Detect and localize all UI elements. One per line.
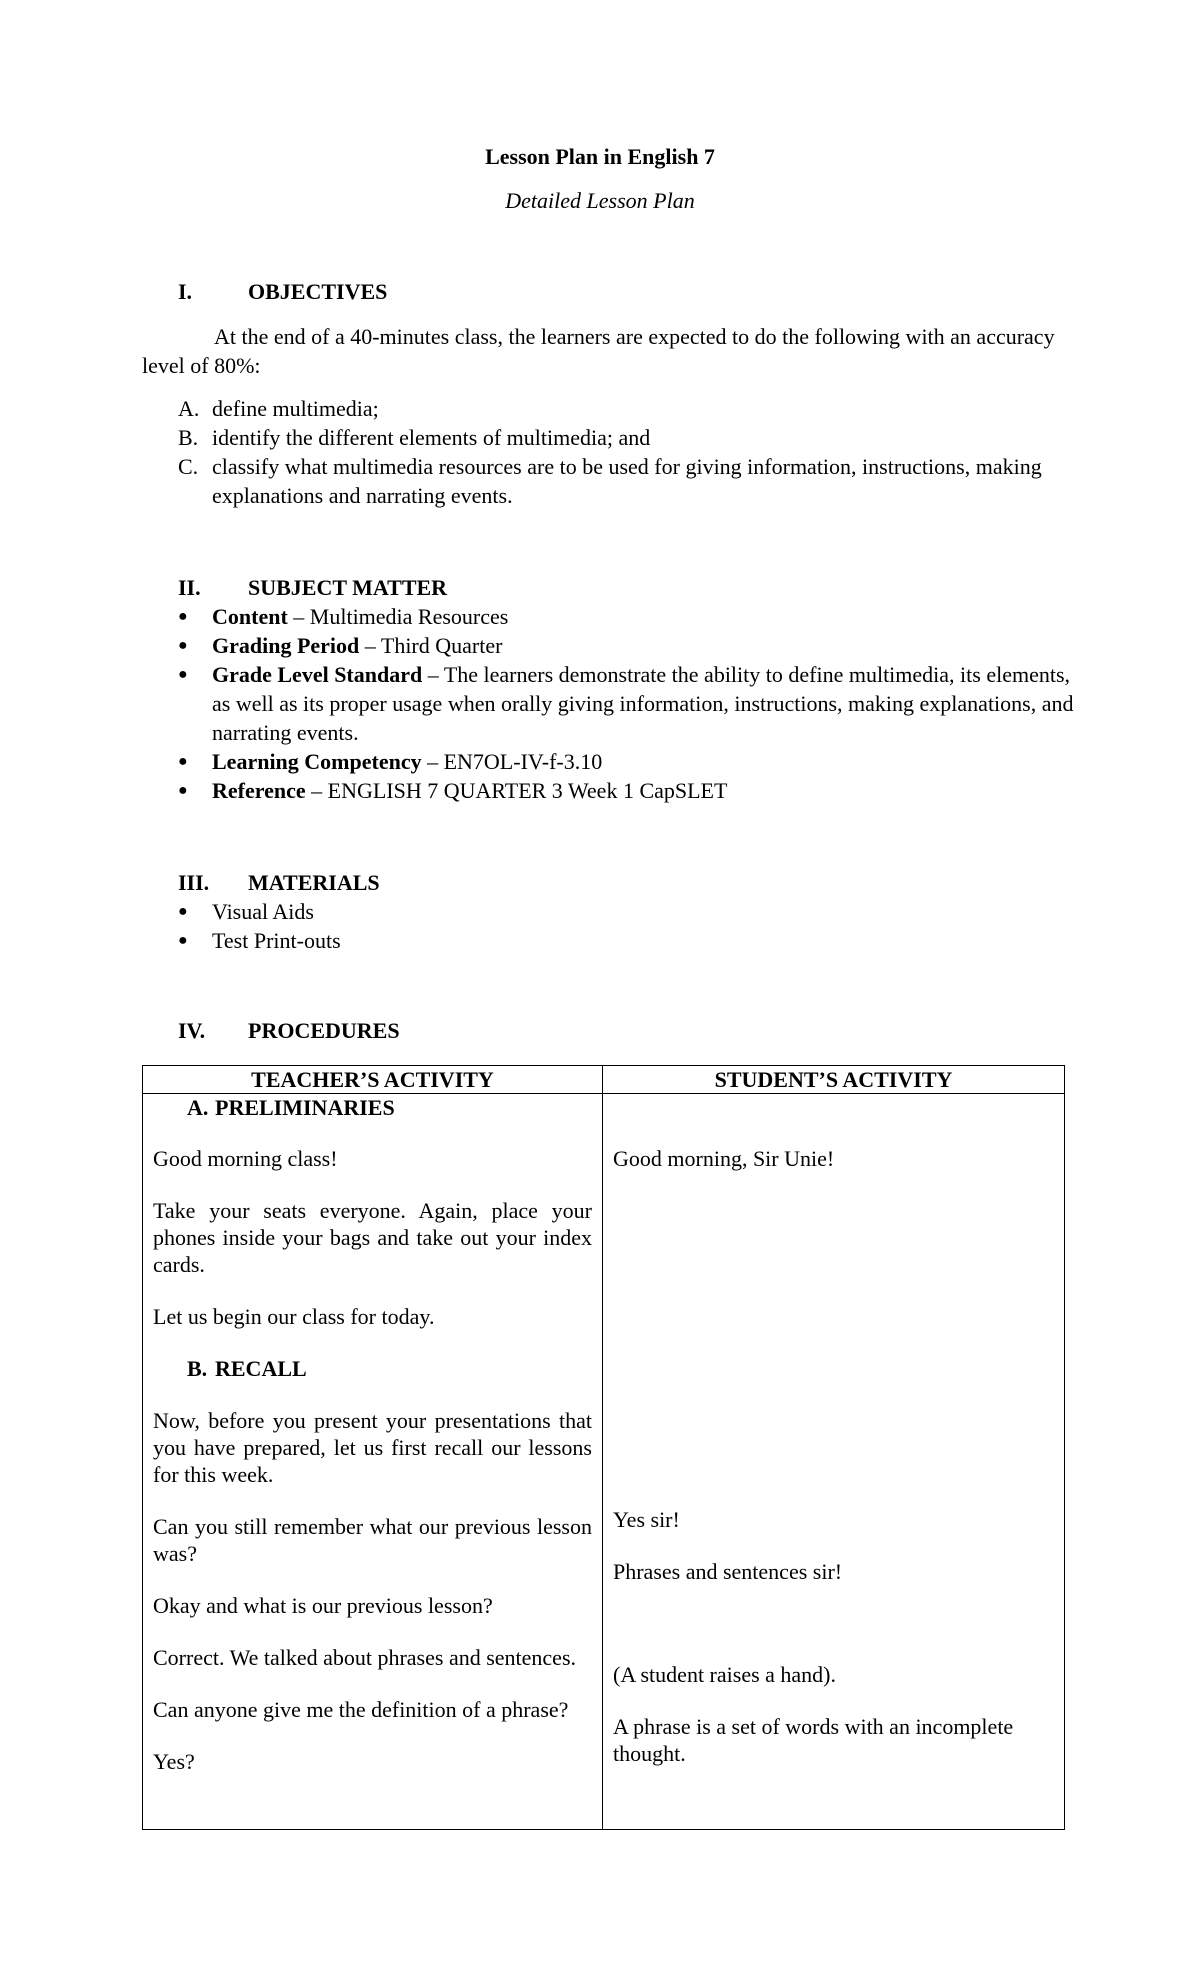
teacher-line: Take your seats everyone. Again, place your phones inside your bags and take out your index cards. — [153, 1198, 592, 1277]
bullet-icon: ● — [178, 666, 188, 683]
objectives-title: OBJECTIVES — [248, 279, 388, 304]
student-line: Good morning, Sir Unie! — [613, 1146, 835, 1171]
student-line: (A student raises a hand). — [613, 1662, 836, 1687]
teacher-activity-header: TEACHER’S ACTIVITY — [143, 1066, 603, 1094]
document-title: Lesson Plan in English 7 — [485, 144, 715, 169]
teacher-line: Okay and what is our previous lesson? — [153, 1593, 493, 1618]
student-line: Yes sir! — [613, 1507, 680, 1532]
objective-item: C. classify what multimedia resources are to be used for giving information, instructions, making explanations and narrating events. — [178, 454, 1042, 508]
student-line: Phrases and sentences sir! — [613, 1559, 843, 1584]
objective-item: B. identify the different elements of multimedia; and — [178, 425, 651, 450]
material-item: ● Test Print-outs — [178, 928, 341, 953]
subject-item-content: ● Content – Multimedia Resources — [178, 604, 509, 629]
subject-item-reference: ● Reference – ENGLISH 7 QUARTER 3 Week 1 CapSLET — [178, 778, 728, 803]
teacher-line: Yes? — [153, 1749, 195, 1774]
subject-matter-number: II. — [178, 575, 201, 600]
objectives-number: I. — [178, 279, 193, 304]
bullet-icon: ● — [178, 903, 188, 920]
materials-number: III. — [178, 870, 210, 895]
subject-item-grade-level-standard: ● Grade Level Standard – The learners demonstrate the ability to define multimedia, its elements, as well as its proper usage when orally giving information, instructions, making explanations, and narrating events. — [178, 662, 1074, 745]
document-subtitle: Detailed Lesson Plan — [505, 188, 695, 213]
procedures-heading — [178, 1016, 400, 1045]
teacher-line: Can you still remember what our previous lesson was? — [153, 1514, 592, 1566]
teacher-line: Let us begin our class for today. — [153, 1304, 435, 1329]
subject-item-learning-competency: ● Learning Competency – EN7OL-IV-f-3.10 — [178, 749, 603, 774]
bullet-icon: ● — [178, 608, 188, 625]
teacher-line: Can anyone give me the definition of a phrase? — [153, 1697, 569, 1722]
material-item: ● Visual Aids — [178, 899, 314, 924]
materials-heading — [178, 868, 380, 897]
teacher-line: Correct. We talked about phrases and sentences. — [153, 1645, 577, 1670]
procedures-table — [142, 1065, 1065, 1830]
objectives-list — [142, 394, 1082, 510]
subject-matter-heading — [178, 573, 447, 602]
materials-list — [142, 897, 1082, 955]
student-line: A phrase is a set of words with an incomplete thought. — [613, 1714, 1014, 1766]
preliminaries-heading: A. PRELIMINARIES — [187, 1095, 395, 1120]
objectives-heading — [178, 277, 387, 306]
materials-title: MATERIALS — [248, 870, 380, 895]
procedures-number: IV. — [178, 1018, 206, 1043]
recall-heading: B. RECALL — [187, 1356, 307, 1381]
teacher-line: Good morning class! — [153, 1146, 338, 1171]
teacher-line: Now, before you present your presentations that you have prepared, let us first recall our lessons for this week. — [153, 1408, 592, 1487]
bullet-icon: ● — [178, 637, 188, 654]
bullet-icon: ● — [178, 753, 188, 770]
objective-item: A. define multimedia; — [178, 396, 379, 421]
bullet-icon: ● — [178, 782, 188, 799]
bullet-icon: ● — [178, 932, 188, 949]
student-activity-header: STUDENT’S ACTIVITY — [603, 1066, 1065, 1094]
procedures-title: PROCEDURES — [248, 1018, 400, 1043]
subject-matter-list — [142, 602, 1082, 805]
objectives-intro-text: At the end of a 40-minutes class, the learners are expected to do the following with an accuracy level of 80%: — [142, 324, 1055, 378]
table-row — [143, 1094, 1065, 1830]
subject-item-grading-period: ● Grading Period – Third Quarter — [178, 633, 503, 658]
subject-matter-title: SUBJECT MATTER — [248, 575, 448, 600]
objectives-intro — [142, 322, 1062, 380]
teacher-activity-cell — [143, 1094, 603, 1830]
table-header-row — [143, 1066, 1065, 1094]
student-activity-cell — [603, 1094, 1065, 1830]
